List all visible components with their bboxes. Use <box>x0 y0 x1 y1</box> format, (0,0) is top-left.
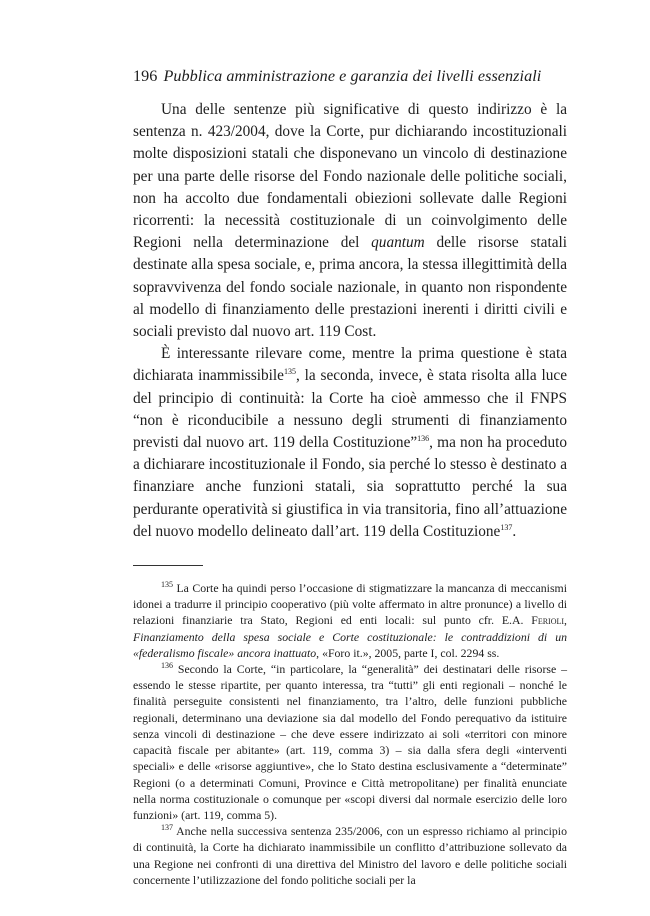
cited-title: Finanziamento della spesa sociale e Corte costituzionale: le contraddizioni di un «federalismo fiscale» ancora inattuato <box>133 629 567 660</box>
footnote-separator <box>133 565 203 566</box>
main-text <box>133 99 567 543</box>
footnote-ref-137: 137 <box>500 522 513 532</box>
footnote-135: $^{135}$ La Corte ha quindi perso l’occasione di stigmatizzare la mancanza di meccanismi idonei a tradurre il principio cooperativo (più volte affermato in altre pronunce) a livello di relazioni finanziarie tra Stato, Regioni ed enti locali: sul punto cfr. E.A. Ferioli, Finanziamento della spesa sociale e Corte costituzionale: le contraddizioni di un «federalismo fiscale» ancora inattuato, «Foro it.», 2005, parte I, col. 2294 ss. <box>133 580 567 660</box>
paragraph-2: È interessante rilevare come, mentre la prima questione è stata dichiarata inammissibile$^{135}$, la seconda, invece, è stata risolta alla luce del principio di continuità: la Corte ha cioè ammesso che il FNPS “non è riconducibile a nessuno degli strumenti di finanziamento previsti dal nuovo art. 119 della Costituzione”$^{136}$, ma non ha proceduto a dichiarare incostituzionale il Fondo, sia perché lo stesso è destinato a finanziare anche funzioni statali, sia soprattutto perché la sua perdurante operatività si giustifica in via transitoria, fino all’attuazione del nuovo modello delineato dall’art. 119 della Costituzione$^{137}$. <box>133 345 567 540</box>
cited-author: Ferioli <box>531 613 565 628</box>
running-header <box>133 66 567 86</box>
page-number: 196 <box>133 67 158 85</box>
paragraph-1: Una delle sentenze più significative di questo indirizzo è la sentenza n. 423/2004, dove la Corte, pur dichiarando incostituzionali molte disposizioni statali che disponevano un vincolo di destinazione per una parte delle risorse del Fondo nazionale delle politiche sociali, non ha accolto due fondamentali obiezioni sollevate dalle Regioni ricorrenti: la necessità costituzionale di un coinvolgimento delle Regioni nella determinazione del quantum delle risorse statali destinate alla spesa sociale, e, prima ancora, la stessa illegittimità della sopravvivenza del fondo sociale nazionale, in quanto non rispondente al modello di finanziamento delle prestazioni inerenti i diritti civili e sociali previsto dal nuovo art. 119 Cost. <box>133 101 568 341</box>
footnote-137: $^{137}$ Anche nella successiva sentenza 235/2006, con un espresso richiamo al principio di continuità, la Corte ha dichiarato inammissibile un conflitto d’attribuzione sollevato da una Regione nei confronti di una direttiva del Ministro del lavoro e delle politiche sociali concernente l’utilizzazione del fondo politiche sociali per la <box>133 823 567 887</box>
footnote-ref-135: 135 <box>283 367 296 377</box>
book-page <box>133 66 567 888</box>
footnote-number: 137 <box>161 823 173 833</box>
emphasis-quantum: quantum <box>371 234 425 252</box>
footnotes <box>133 580 567 888</box>
footnote-number: 135 <box>161 580 173 590</box>
footnote-136: $^{136}$ Secondo la Corte, “in particolare, la “generalità” dei destinatari delle risorse – essendo le stesse ripartite, per quanto interessa, tra “tutti” gli enti regionali – nonché le finalità perseguite consistenti nel finanziamento, tra l’altro, delle funzioni pubbliche regionali, determinano una deviazione sia dal modello del Fondo perequativo da istituire senza vincoli di destinazione – che deve essere indirizzato ai soli «territori con minore capacità fiscale per abitante» (art. 119, comma 3) – sia dalla sfera degli «interventi speciali» e delle «risorse aggiuntive», che lo Stato destina esclusivamente a “determinate” Regioni (o a determinati Comuni, Province e Città metropolitane) per finalità enunciate nella norma costituzionale o comunque per «scopi diversi dal normale esercizio delle loro funzioni» (art. 119, comma 5). <box>133 661 567 822</box>
footnote-ref-136: 136 <box>417 433 430 443</box>
footnote-number: 136 <box>161 661 173 671</box>
running-title: Pubblica amministrazione e garanzia dei livelli essenziali <box>163 67 542 85</box>
